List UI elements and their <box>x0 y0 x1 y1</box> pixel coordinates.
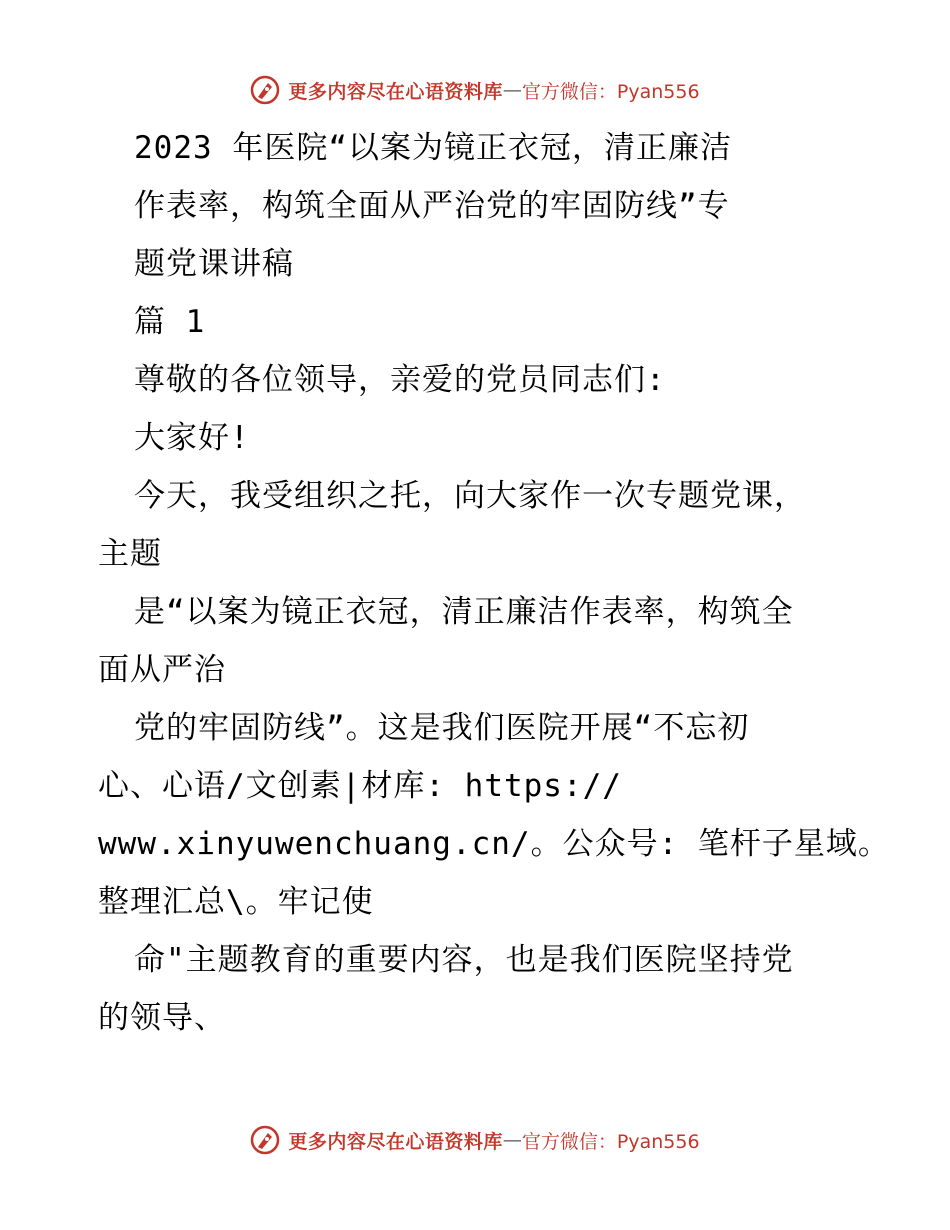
watermark-wechat-text: 官方微信：Pyan556 <box>521 1130 700 1153</box>
paragraph-line: 心、心语/文创素|材库: https:// <box>98 768 622 804</box>
paragraph-line: 命"主题教育的重要内容，也是我们医院坚持党 <box>134 942 794 978</box>
paragraph-line: 的领导、 <box>98 1000 226 1036</box>
document-title-line: 作表率，构筑全面从严治党的牢固防线”专 <box>134 188 730 224</box>
watermark-site-text: 更多内容尽在心语资料库 <box>288 1130 503 1153</box>
paragraph-line: 今天，我受组织之托，向大家作一次专题党课， <box>134 478 806 514</box>
paragraph-line: 面从严治 <box>98 652 226 688</box>
watermark-separator: — <box>502 79 522 101</box>
document-title-line: 题党课讲稿 <box>134 246 294 282</box>
pen-nib-logo-icon <box>250 75 280 105</box>
header-watermark <box>0 70 950 110</box>
paragraph-line: 是“以案为镜正衣冠，清正廉洁作表率，构筑全 <box>134 594 794 630</box>
watermark-separator: — <box>502 1129 522 1151</box>
document-title-line: 2023 年医院“以案为镜正衣冠，清正廉洁 <box>134 130 732 166</box>
watermark-wechat-text: 官方微信：Pyan556 <box>521 80 700 103</box>
footer-watermark <box>0 1120 950 1160</box>
paragraph-line: 整理汇总\。牢记使 <box>98 884 374 920</box>
paragraph-line: www.xinyuwenchuang.cn/。公众号: 笔杆子星域。 <box>98 826 890 862</box>
pen-nib-logo-icon <box>250 1125 280 1155</box>
greeting: 大家好! <box>134 420 250 456</box>
section-label: 篇 1 <box>134 304 206 340</box>
salutation: 尊敬的各位领导，亲爱的党员同志们: <box>134 362 666 398</box>
paragraph-line: 党的牢固防线”。这是我们医院开展“不忘初 <box>134 710 750 746</box>
watermark-site-text: 更多内容尽在心语资料库 <box>288 80 503 103</box>
paragraph-line: 主题 <box>98 536 162 572</box>
